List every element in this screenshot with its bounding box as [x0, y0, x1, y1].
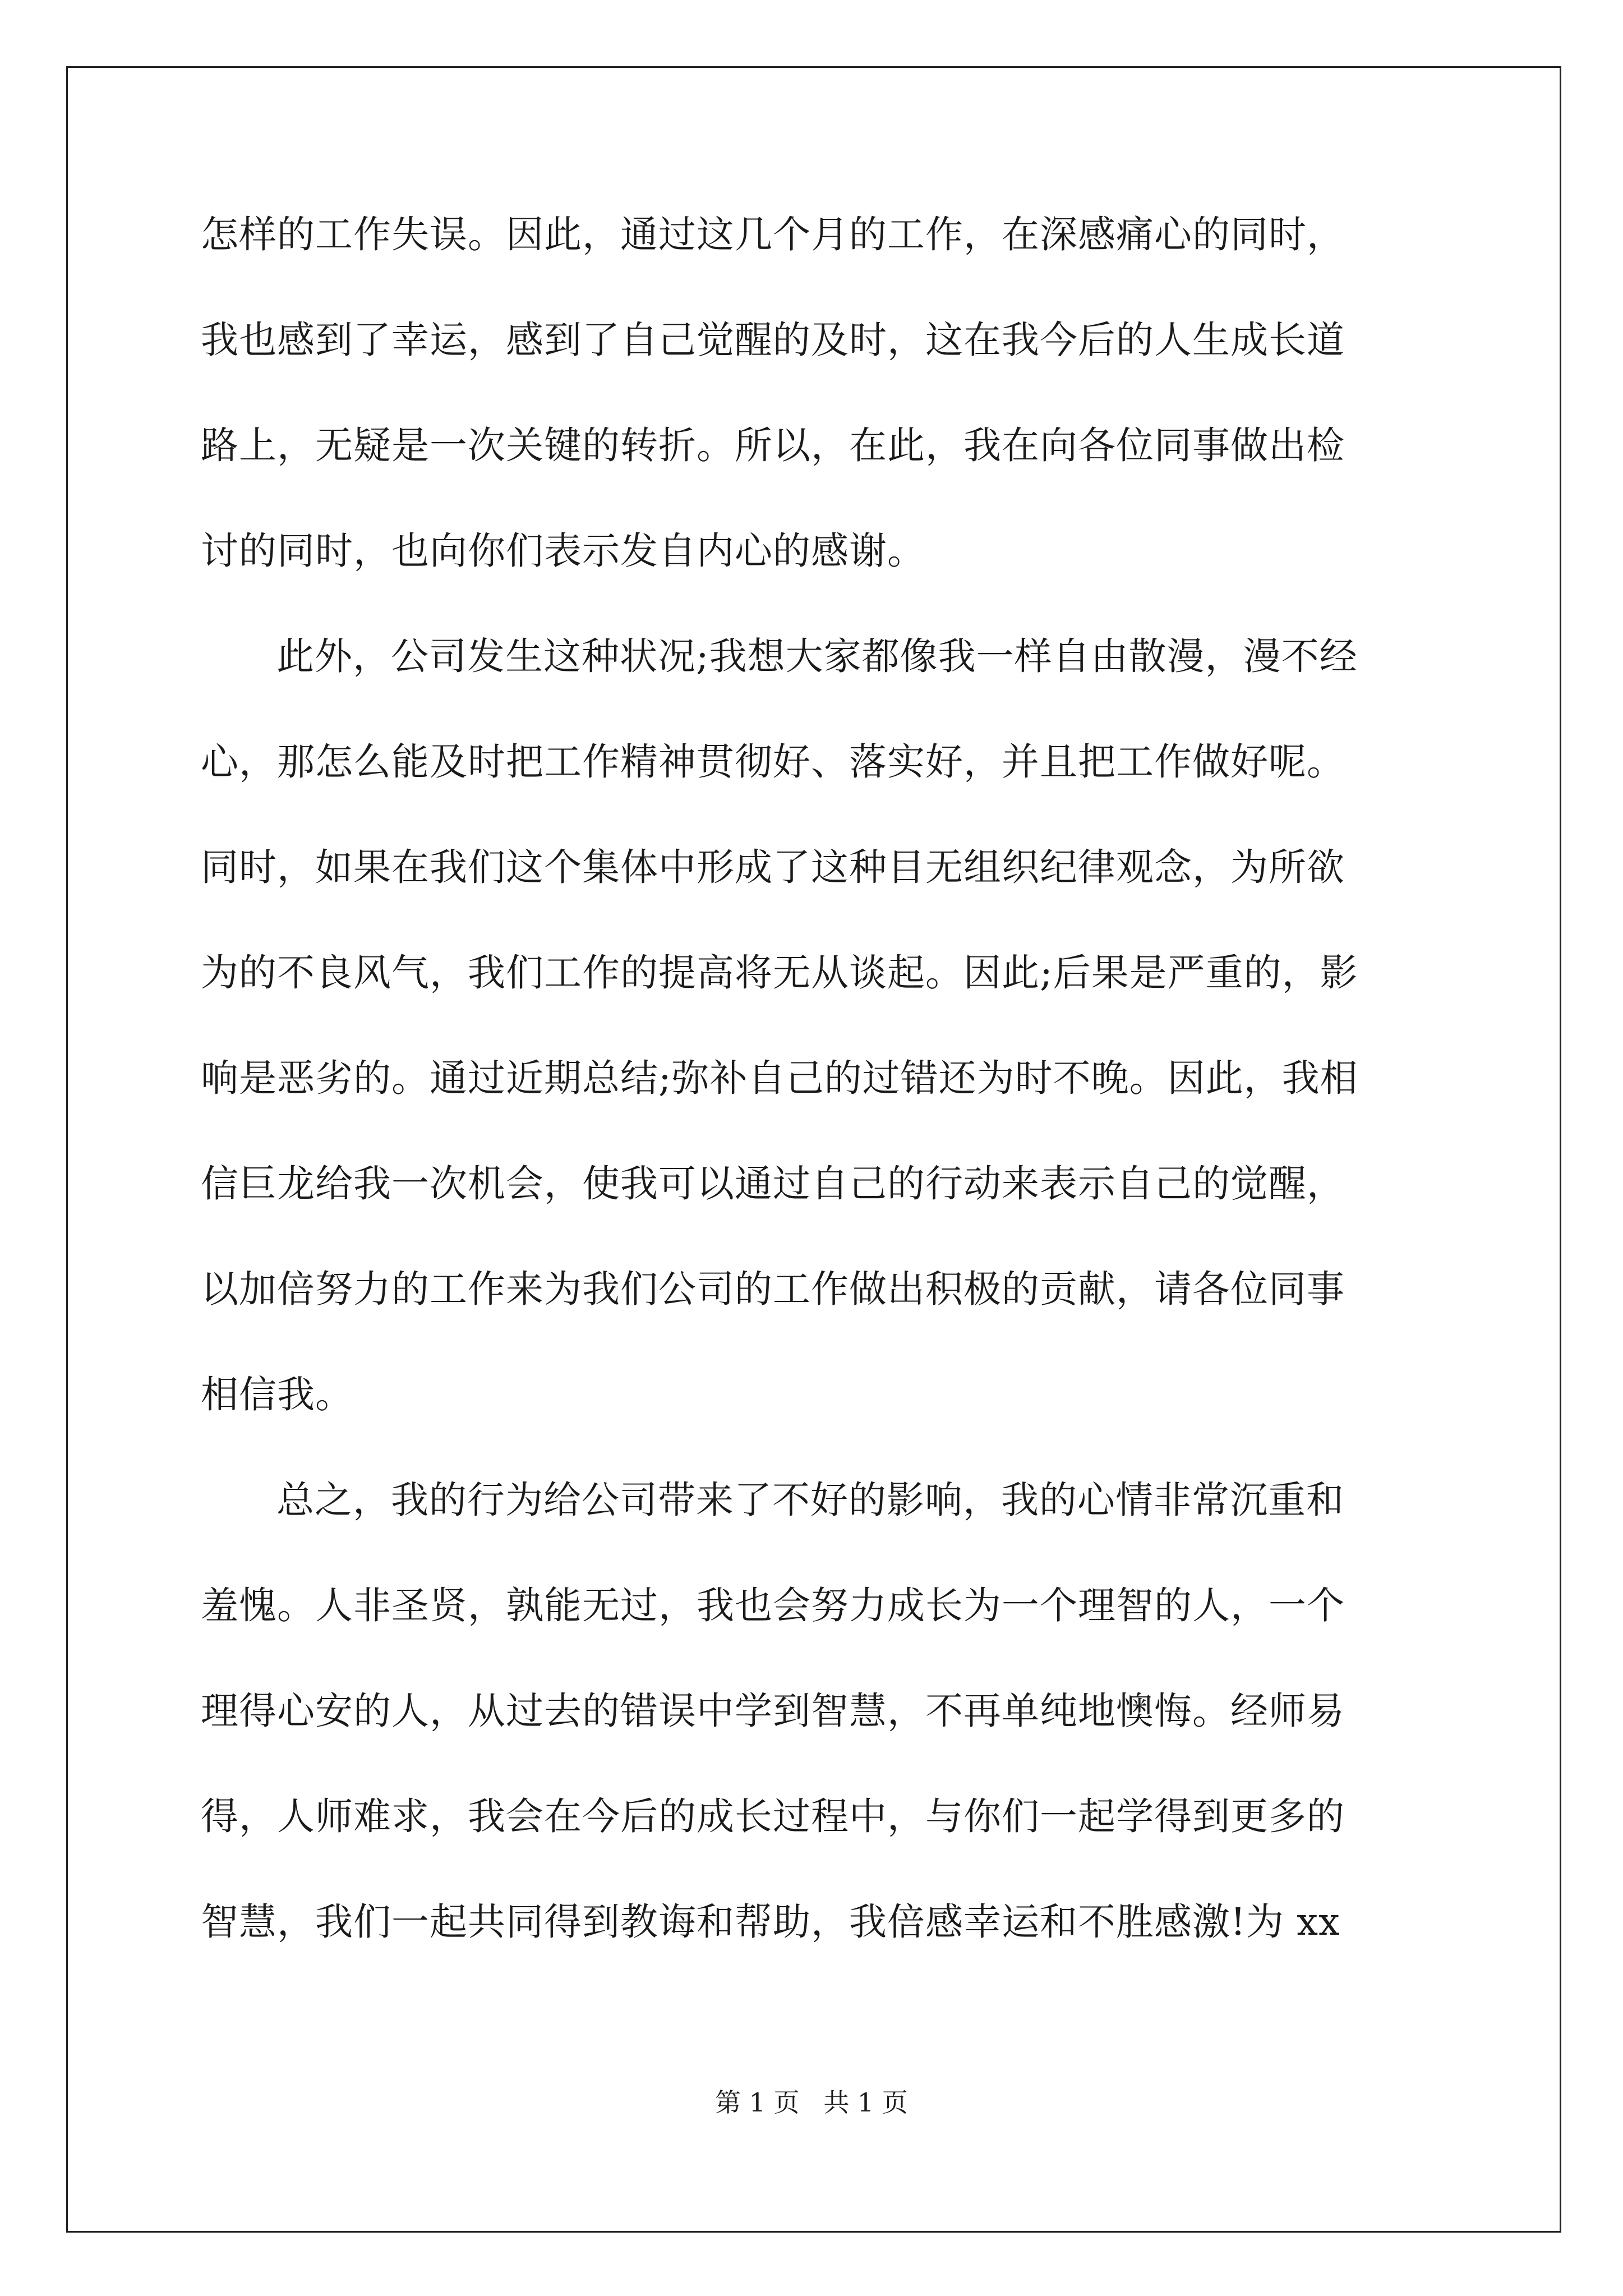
page-footer	[0, 2086, 1623, 2119]
text-line: 我也感到了幸运，感到了自己觉醒的及时，这在我今后的人生成长道	[201, 318, 1345, 362]
text-line: 相信我。	[201, 1373, 353, 1416]
page-number-total: 共 1 页	[823, 2087, 908, 2118]
paragraph-first-line: 总之，我的行为给公司带来了不好的影响，我的心情非常沉重和	[276, 1478, 1344, 1522]
text-line: 羞愧。人非圣贤，孰能无过，我也会努力成长为一个理智的人，一个	[201, 1584, 1345, 1627]
text-line: 心，那怎么能及时把工作精神贯彻好、落实好，并且把工作做好呢。	[201, 740, 1345, 784]
text-line: 理得心安的人，从过去的错误中学到智慧，不再单纯地懊悔。经师易	[201, 1689, 1345, 1733]
text-line: 智慧，我们一起共同得到教诲和帮助，我倍感幸运和不胜感激!为 xx	[201, 1900, 1340, 1944]
text-line: 怎样的工作失误。因此，通过这几个月的工作，在深感痛心的同时，	[201, 213, 1345, 256]
text-line: 为的不良风气，我们工作的提高将无从谈起。因此;后果是严重的，影	[201, 951, 1358, 995]
text-line: 得，人师难求，我会在今后的成长过程中，与你们一起学得到更多的	[201, 1795, 1345, 1838]
text-line: 响是恶劣的。通过近期总结;弥补自己的过错还为时不晚。因此，我相	[201, 1056, 1358, 1100]
text-line: 路上，无疑是一次关键的转折。所以，在此，我在向各位同事做出检	[201, 424, 1345, 467]
paragraph-first-line: 此外，公司发生这种状况;我想大家都像我一样自由散漫，漫不经	[276, 634, 1358, 678]
page-number-current: 第 1 页	[715, 2087, 800, 2118]
text-line: 以加倍努力的工作来为我们公司的工作做出积极的贡献，请各位同事	[201, 1267, 1345, 1311]
text-line: 信巨龙给我一次机会，使我可以通过自己的行动来表示自己的觉醒，	[201, 1162, 1345, 1205]
text-line: 同时，如果在我们这个集体中形成了这种目无组织纪律观念，为所欲	[201, 845, 1345, 889]
text-line: 讨的同时，也向你们表示发自内心的感谢。	[201, 529, 925, 573]
